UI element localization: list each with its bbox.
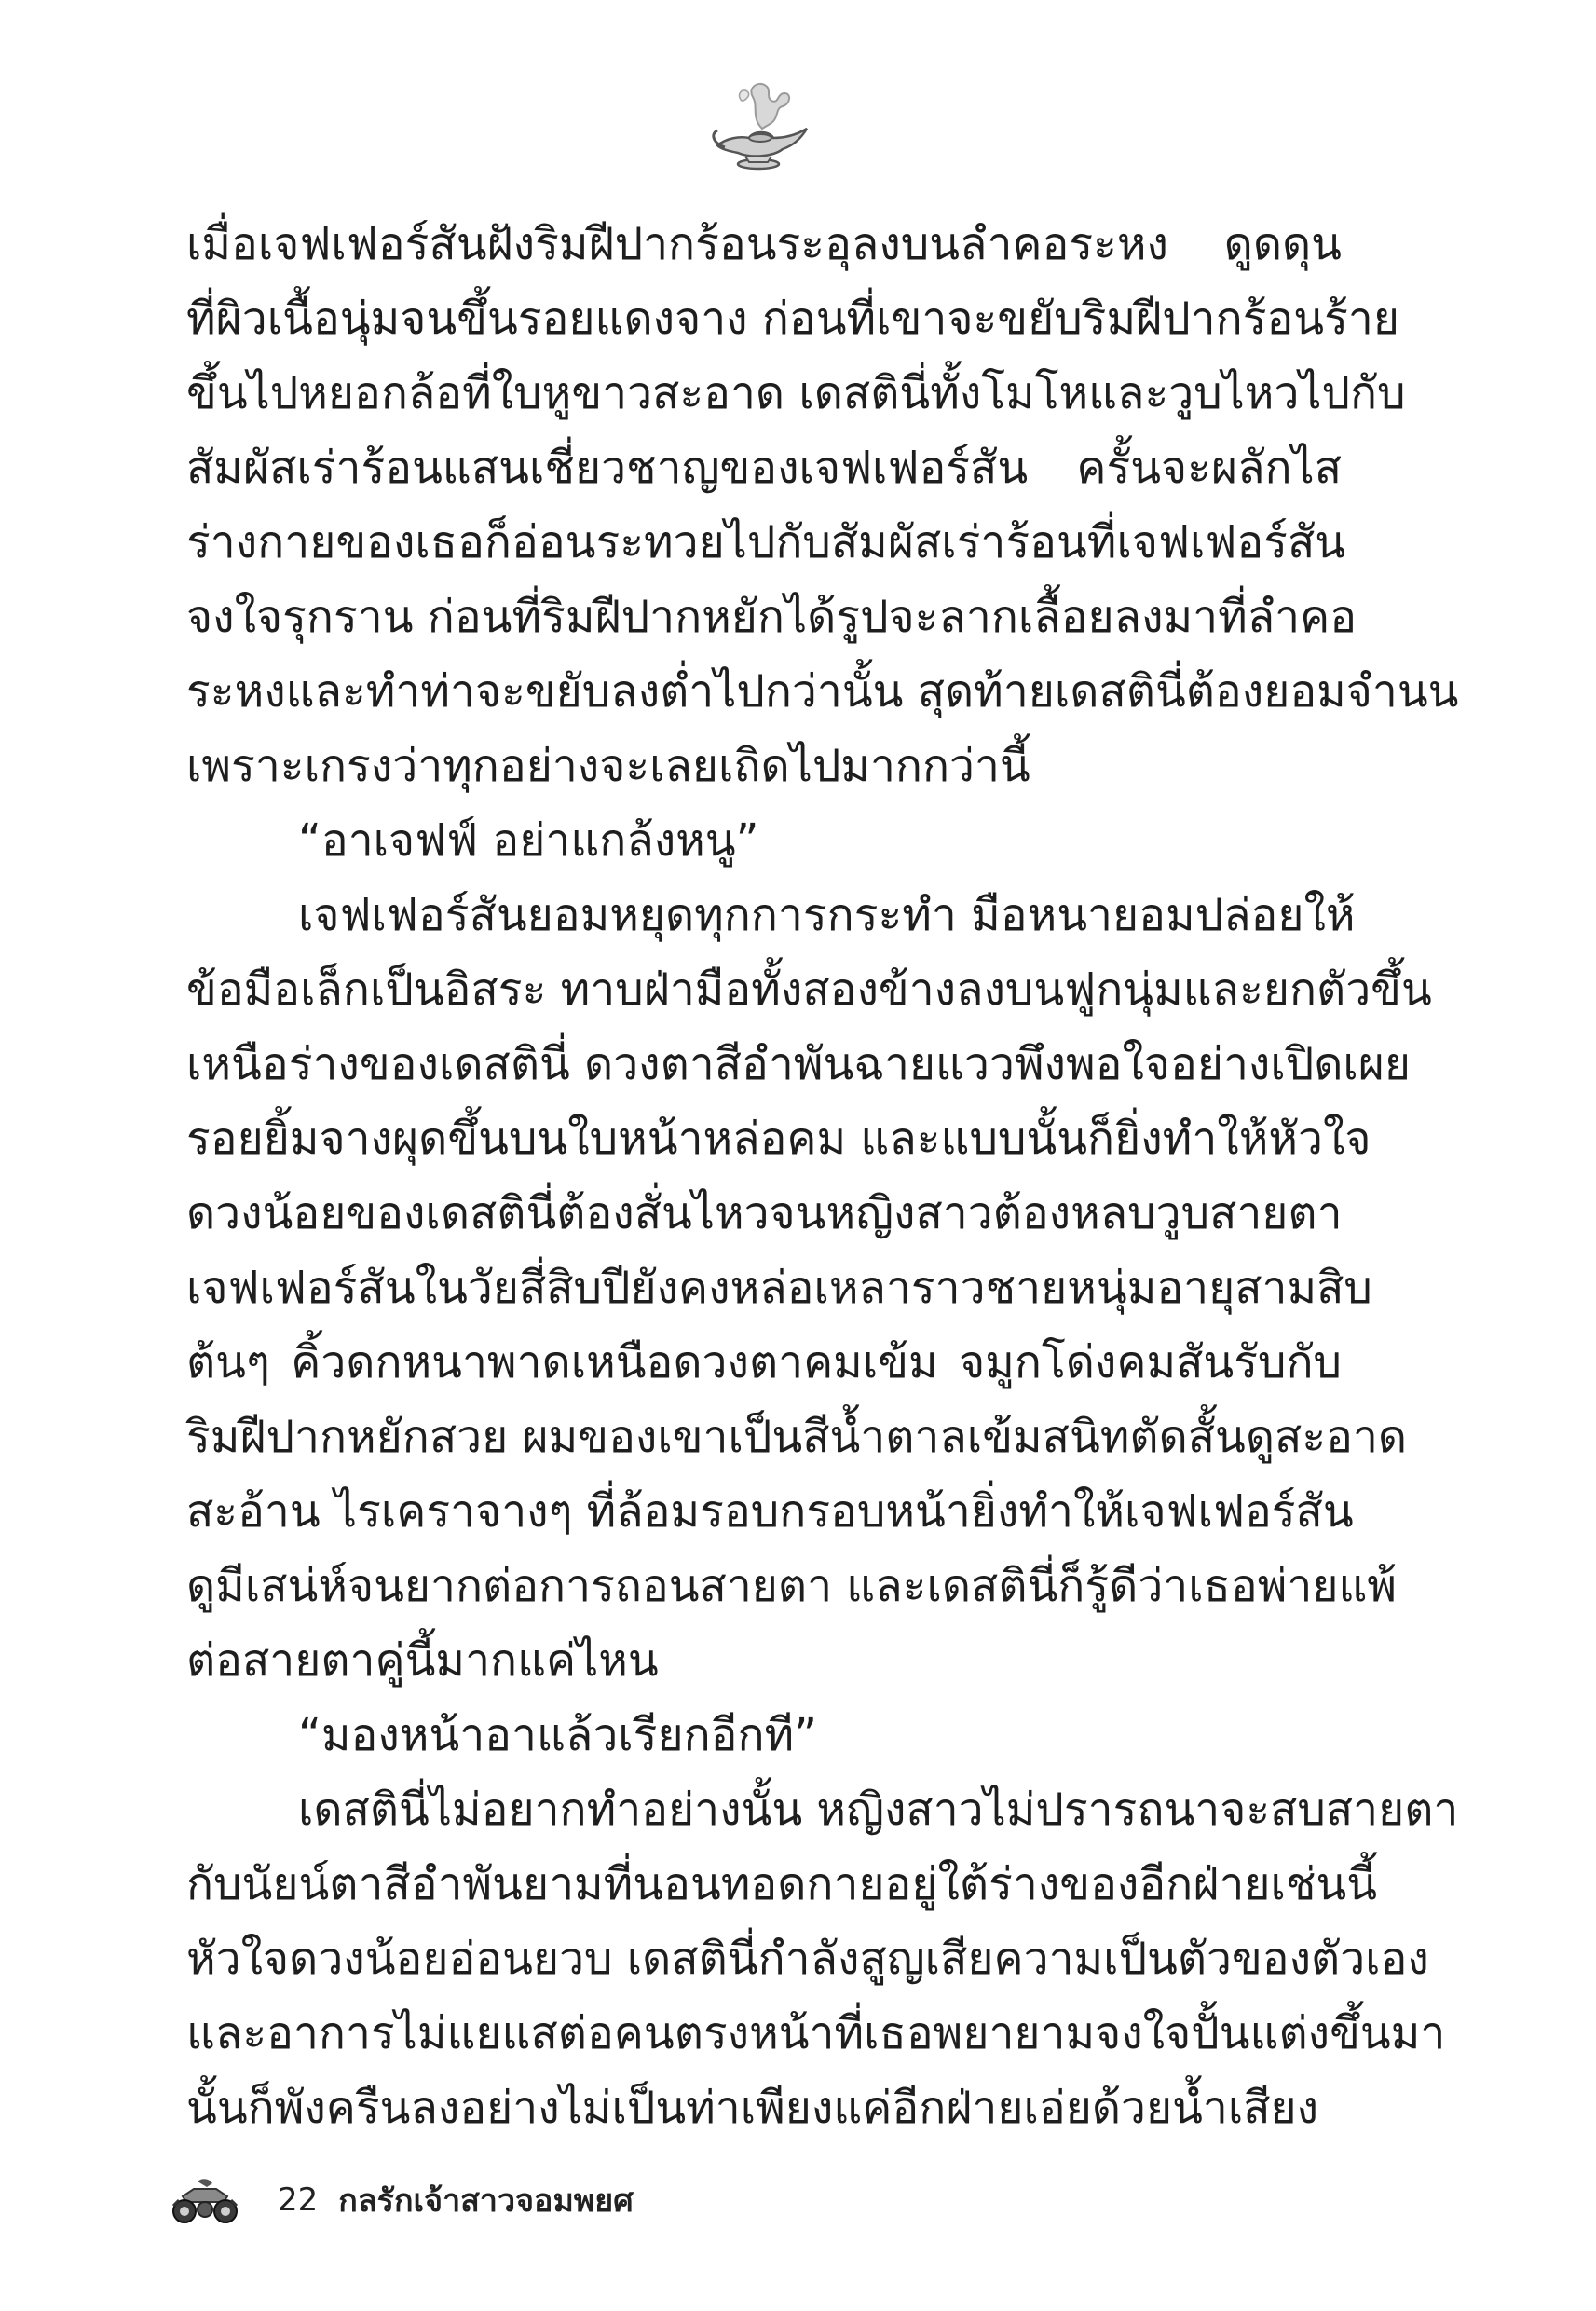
text-line: หัวใจดวงน้อยอ่อนยวบ เดสตินี่กำลังสูญเสียความเป็นตัวของตัวเอง (186, 1933, 1429, 1985)
text-line: และอาการไม่แยแสต่อคนตรงหน้าที่เธอพยายามจงใจปั้นแต่งขึ้นมา (186, 2007, 1446, 2059)
text-line: เจฟเฟอร์สันในวัยสี่สิบปียังคงหล่อเหลาราวชายหนุ่มอายุสามสิบ (186, 1262, 1372, 1314)
text-line: ดวงน้อยของเดสตินี่ต้องสั่นไหวจนหญิงสาวต้องหลบวูบสายตา (186, 1187, 1343, 1239)
text-line: ข้อมือเล็กเป็นอิสระ ทาบฝ่ามือทั้งสองข้างลงบนฟูกนุ่มและยกตัวขึ้น (186, 964, 1432, 1016)
text-line: สะอ้าน ไรเคราจางๆ ที่ล้อมรอบกรอบหน้ายิ่งทำให้เจฟเฟอร์สัน (186, 1485, 1354, 1538)
text-line: ริมฝีปากหยักสวย ผมของเขาเป็นสีน้ำตาลเข้มสนิทตัดสั้นดูสะอาด (186, 1411, 1408, 1463)
text-line: สัมผัสเร่าร้อนแสนเชี่ยวชาญของเจฟเฟอร์สัน ครั้นจะผลักไส (186, 442, 1342, 494)
page-footer (170, 2167, 634, 2233)
text-line: กับนัยน์ตาสีอำพันยามที่นอนทอดกายอยู่ใต้ร่างของอีกฝ่ายเช่นนี้ (186, 1858, 1378, 1910)
text-line: ต่อสายตาคู่นี้มากแค่ไหน (186, 1634, 659, 1687)
book-title: กลรักเจ้าสาวจอมพยศ (338, 2182, 634, 2220)
dialogue-line: “มองหน้าอาแล้วเรียกอีกที” (298, 1709, 818, 1761)
text-line: ขึ้นไปหยอกล้อที่ใบหูขาวสะอาด เดสตินี่ทั้งโมโหและวูบไหวไปกับ (186, 367, 1406, 419)
text-line: ต้นๆ คิ้วดกหนาพาดเหนือดวงตาคมเข้ม จมูกโด่งคมสันรับกับ (186, 1336, 1342, 1388)
text-line: ดูมีเสน่ห์จนยากต่อการถอนสายตา และเดสตินี่ก็รู้ดีว่าเธอพ่ายแพ้ (186, 1560, 1398, 1612)
text-line: เพราะเกรงว่าทุกอย่างจะเลยเถิดไปมากกว่านี้ (186, 740, 1030, 792)
text-line: ร่างกายของเธอก็อ่อนระทวยไปกับสัมผัสเร่าร้อนที่เจฟเฟอร์สัน (186, 516, 1346, 568)
text-line: เมื่อเจฟเฟอร์สันฝังริมฝีปากร้อนระอุลงบนลำคอระหง ดูดดุน (186, 218, 1342, 270)
text-line: เจฟเฟอร์สันยอมหยุดทุกการกระทำ มือหนายอมปล่อยให้ (298, 889, 1356, 941)
genie-lamp-icon (704, 73, 816, 175)
dialogue-line: “อาเจฟฟ์ อย่าแกล้งหนู” (298, 814, 759, 867)
text-line: จงใจรุกราน ก่อนที่ริมฝีปากหยักได้รูปจะลากเลื้อยลงมาที่ลำคอ (186, 591, 1357, 643)
text-line: เหนือร่างของเดสตินี่ ดวงตาสีอำพันฉายแววพึงพอใจอย่างเปิดเผย (186, 1038, 1412, 1090)
text-line: นั้นก็พังครืนลงอย่างไม่เป็นท่าเพียงแค่อีกฝ่ายเอ่ยด้วยน้ำเสียง (186, 2082, 1319, 2134)
text-line: เดสตินี่ไม่อยากทำอย่างนั้น หญิงสาวไม่ปรารถนาจะสบสายตา (298, 1784, 1459, 1836)
text-line: ระหงและทำท่าจะขยับลงต่ำไปกว่านั้น สุดท้ายเดสตินี่ต้องยอมจำนน (186, 665, 1459, 718)
text-line: รอยยิ้มจางผุดขึ้นบนใบหน้าหล่อคม และแบบนั้นก็ยิ่งทำให้หัวใจ (186, 1113, 1371, 1165)
text-line: ที่ผิวเนื้อนุ่มจนขึ้นรอยแดงจาง ก่อนที่เขาจะขยับริมฝีปากร้อนร้าย (186, 293, 1399, 345)
body-text (186, 207, 1459, 2145)
atv-quad-bike-icon (170, 2174, 240, 2226)
page-number: 22 (278, 2181, 319, 2219)
